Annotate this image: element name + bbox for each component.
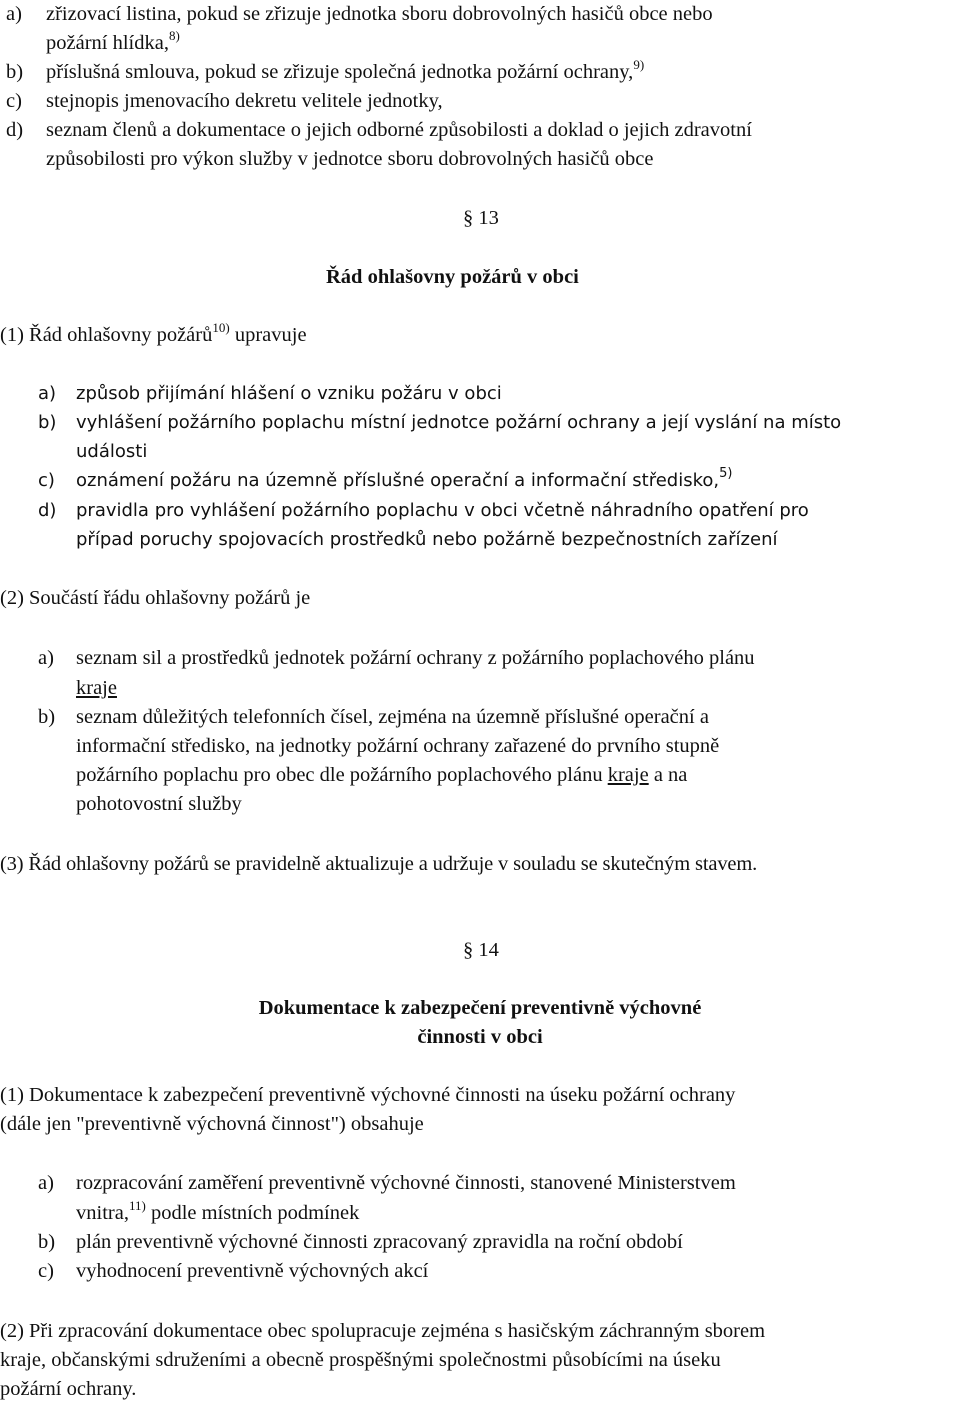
list-item-text: seznam důležitých telefonních čísel, zejména na územně příslušné operační a [76, 706, 709, 728]
list-item-text-part: příslušná smlouva, pokud se zřizuje společná jednotka požární ochrany, [46, 61, 634, 83]
list-marker: a) [38, 1172, 54, 1194]
list-item-text: seznam sil a prostředků jednotek požární ochrany z požárního poplachového plánu [76, 647, 755, 669]
list-item-text: stejnopis jmenovacího dekretu velitele jednotky, [46, 90, 443, 112]
list-item-text: pohotovostní služby [76, 793, 242, 815]
list-item-text [76, 762, 687, 788]
list-item-text: rozpracování zaměření preventivně výchovné činnosti, stanovené Ministerstvem [76, 1172, 736, 1194]
list-item-text: události [76, 441, 148, 462]
list-item-text: seznam členů a dokumentace o jejich odborné způsobilosti a doklad o jejich zdravotní [46, 119, 752, 141]
section-number [463, 205, 499, 231]
list-item-text-part: oznámení požáru na územně příslušné operační a informační středisko, [76, 470, 720, 491]
section-number [463, 937, 499, 963]
list-item-text: zřizovací listina, pokud se zřizuje jednotka sboru dobrovolných hasičů obce nebo [46, 3, 713, 25]
list-marker: a) [38, 383, 57, 404]
list-item-text-part: požárního poplachu pro obec dle požárního poplachového plánu [76, 764, 603, 786]
list-marker: c) [6, 90, 22, 112]
paragraph: (dále jen "preventivně výchovná činnost") obsahuje [0, 1113, 424, 1135]
footnote-ref: 11) [128, 1198, 146, 1213]
footnote-ref: 10) [212, 320, 230, 335]
list-item-text [76, 468, 732, 494]
section-symbol: § [463, 939, 474, 961]
list-item-text [76, 1200, 359, 1226]
paragraph: (2) Součástí řádu ohlašovny požárů je [0, 587, 311, 609]
list-marker: d) [38, 500, 57, 521]
list-item-text-part: podle místních podmínek [150, 1202, 360, 1224]
footnote-ref: 5) [719, 466, 733, 481]
paragraph: kraje, občanskými sdruženími a obecně prospěšnými společnostmi působícími na úseku [0, 1349, 721, 1371]
paragraph-text: upravuje [234, 324, 307, 346]
paragraph: (2) Při zpracování dokumentace obec spolupracuje zejména s hasičským záchranným sborem [0, 1320, 766, 1342]
paragraph [0, 322, 307, 348]
list-item-text: případ poruchy spojovacích prostředků nebo požárně bezpečnostních zařízení [76, 529, 778, 550]
paragraph: požární ochrany. [0, 1378, 137, 1400]
list-marker: b) [6, 61, 24, 83]
list-item-text [46, 30, 180, 56]
list-item-text: vyhodnocení preventivně výchovných akcí [76, 1260, 429, 1282]
list-item-text: informační středisko, na jednotky požární ochrany zařazené do prvního stupně [76, 735, 720, 757]
list-item-text: způsob přijímání hlášení o vzniku požáru v obci [76, 383, 502, 404]
section-number-value: 13 [478, 207, 499, 229]
list-item-text: způsobilosti pro výkon služby v jednotce sboru dobrovolných hasičů obce [46, 148, 654, 170]
list-item-text: plán preventivně výchovné činnosti zpracovaný zpravidla na roční období [76, 1231, 683, 1253]
section-heading: Řád ohlašovny požárů v obci [326, 266, 579, 288]
list-marker: a) [6, 3, 22, 25]
kraje-link[interactable]: kraje [607, 764, 649, 786]
section-symbol: § [463, 207, 474, 229]
list-item-text: vyhlášení požárního poplachu místní jednotce požární ochrany a její vyslání na místo [76, 412, 842, 433]
list-marker: b) [38, 412, 57, 433]
section-heading: Dokumentace k zabezpečení preventivně výchovné [258, 997, 702, 1019]
list-item-text [46, 59, 644, 85]
paragraph: (1) Dokumentace k zabezpečení preventivně výchovné činnosti na úseku požární ochrany [0, 1084, 736, 1106]
list-item-text-part: požární hlídka, [46, 32, 169, 54]
paragraph-text: (1) Řád ohlašovny požárů [0, 324, 213, 346]
footnote-ref: 9) [633, 57, 645, 72]
list-marker: b) [38, 1231, 56, 1253]
list-marker: c) [38, 1260, 54, 1282]
list-marker: d) [6, 119, 24, 141]
footnote-ref: 8) [168, 28, 180, 43]
list-item-text-part: vnitra, [76, 1202, 129, 1224]
section-number-value: 14 [478, 939, 499, 961]
list-item-text: pravidla pro vyhlášení požárního poplachu v obci včetně náhradního opatření pro [76, 500, 809, 521]
list-marker: a) [38, 647, 54, 669]
list-marker: c) [38, 470, 55, 491]
kraje-link[interactable]: kraje [76, 677, 117, 699]
list-item-text-part: a na [653, 764, 688, 786]
list-marker: b) [38, 706, 56, 728]
section-heading: činnosti v obci [417, 1026, 543, 1048]
paragraph: (3) Řád ohlašovny požárů se pravidelně aktualizuje a udržuje v souladu se skutečným stavem. [0, 853, 758, 875]
